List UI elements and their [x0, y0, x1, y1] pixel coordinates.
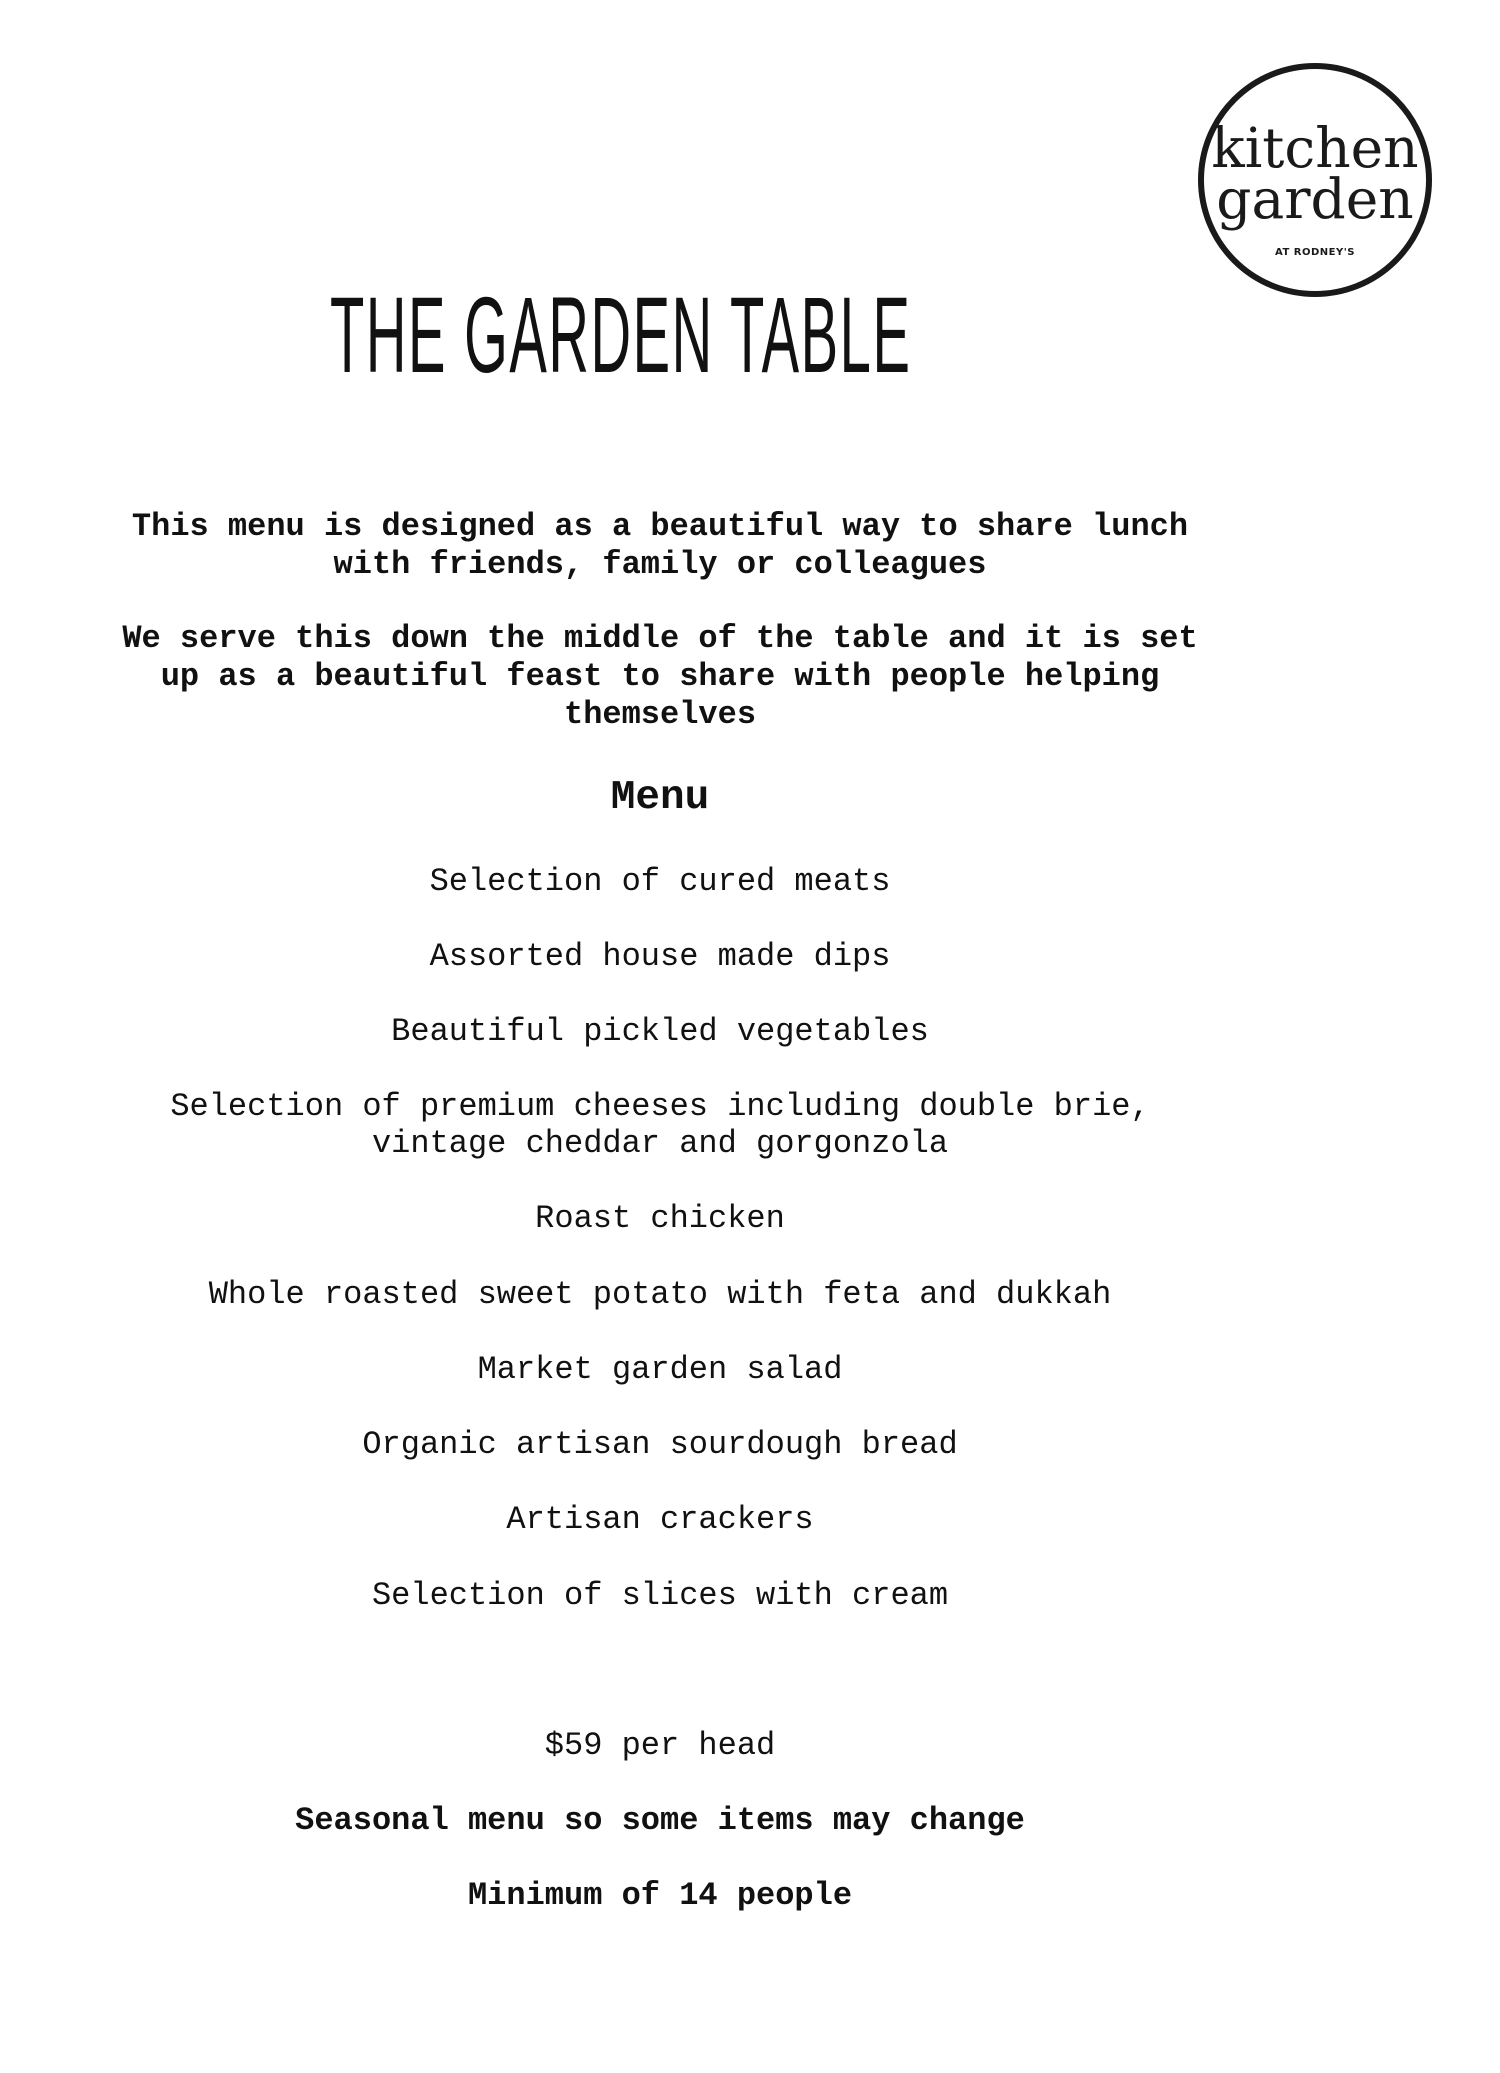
menu-item: Artisan crackers: [506, 1501, 814, 1538]
seasonal-note: Seasonal menu so some items may change: [295, 1802, 1025, 1839]
kitchen-garden-logo: [1198, 63, 1432, 297]
menu-item: Selection of slices with cream: [371, 1577, 949, 1614]
menu-item: Beautiful pickled vegetables: [391, 1013, 929, 1050]
intro-paragraph-2: [60, 620, 1260, 734]
intro-paragraph-1: [60, 508, 1260, 584]
page-title: THE GARDEN TABLE: [330, 274, 912, 395]
intro-line: We serve this down the middle of the table and it is set: [122, 620, 1198, 657]
intro-line: up as a beautiful feast to share with people helping: [160, 658, 1160, 695]
intro-line: themselves: [563, 696, 757, 733]
menu-item: Organic artisan sourdough bread: [362, 1426, 958, 1463]
intro-line: This menu is designed as a beautiful way to share lunch: [131, 508, 1189, 545]
menu-item: Market garden salad: [477, 1351, 843, 1388]
menu-item: Whole roasted sweet potato with feta and dukkah: [208, 1276, 1112, 1313]
menu-item: Roast chicken: [535, 1200, 785, 1237]
menu-item: vintage cheddar and gorgonzola: [371, 1125, 949, 1162]
logo-text-garden: garden: [1216, 167, 1414, 231]
minimum-note: Minimum of 14 people: [467, 1877, 853, 1914]
logo-subtitle: AT RODNEY'S: [1275, 247, 1355, 258]
menu-item: Selection of premium cheeses including double brie,: [170, 1088, 1150, 1125]
price-per-head: $59 per head: [544, 1727, 776, 1764]
menu-item: Selection of cured meats: [429, 863, 891, 900]
intro-line: with friends, family or colleagues: [333, 546, 987, 583]
menu-item: Assorted house made dips: [429, 938, 891, 975]
logo-text-kitchen: kitchen: [1211, 116, 1419, 180]
menu-heading: Menu: [610, 775, 710, 821]
